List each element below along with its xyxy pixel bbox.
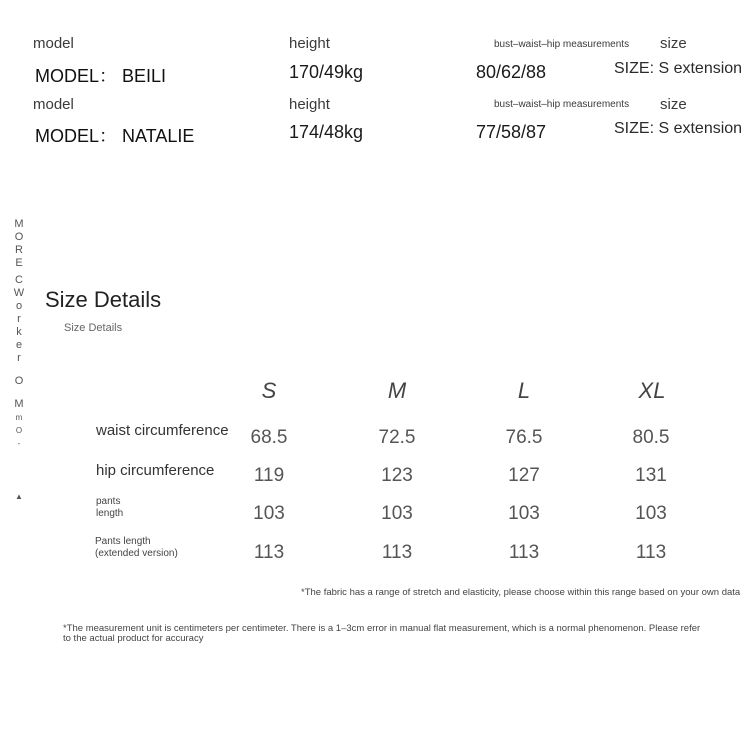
- side-brand-letter: O: [14, 375, 24, 387]
- side-brand-letter: m: [15, 413, 23, 422]
- side-brand-letter: O: [14, 231, 24, 243]
- table-cell: 113: [253, 542, 285, 563]
- row-label-line: (extended version): [95, 548, 178, 559]
- model-size-value: SIZE: S extension: [614, 60, 743, 77]
- side-brand-letter: M: [14, 218, 24, 230]
- table-cell: 76.5: [505, 427, 543, 448]
- model-name: MODEL： NATALIE: [35, 126, 195, 146]
- side-brand-letter: r: [17, 352, 21, 364]
- table-cell: 103: [508, 503, 540, 524]
- size-details-subtitle: Size Details: [64, 322, 123, 334]
- table-cell: 103: [381, 503, 413, 524]
- model-measurements-value: 80/62/88: [476, 62, 547, 82]
- table-cell: 80.5: [632, 427, 670, 448]
- side-brand-letter: R: [15, 244, 23, 256]
- row-label-pants-length-extended: [95, 536, 178, 560]
- side-brand-vertical: [12, 218, 26, 503]
- table-cell: 127: [508, 465, 540, 486]
- table-cell: 103: [635, 503, 667, 524]
- table-cell: 131: [635, 465, 667, 486]
- measurement-note: *The measurement unit is centimeters per centimeter. There is a 1–3cm error in manual flat measurement, which is a normal phenomenon. Please refer to the actual product for accuracy: [63, 623, 701, 644]
- size-header-s: S: [261, 378, 277, 403]
- height-label: height: [289, 96, 330, 113]
- model-measurements-value: 77/58/87: [476, 122, 547, 142]
- model-label: model: [33, 35, 74, 52]
- model-height-value: 174/48kg: [289, 122, 364, 142]
- table-cell: 119: [253, 465, 285, 486]
- side-brand-letter: e: [15, 339, 23, 351]
- size-header-m: M: [387, 378, 407, 403]
- side-brand-letter: M: [14, 398, 24, 410]
- height-label: height: [289, 35, 330, 52]
- side-brand-letter: C: [15, 274, 23, 286]
- model-size-value: SIZE: S extension: [614, 120, 743, 137]
- row-label-waist: waist circumference: [96, 422, 229, 439]
- side-brand-letter: W: [13, 287, 25, 299]
- size-details-title: Size Details: [45, 287, 162, 312]
- side-brand-mark-icon: ▲: [15, 492, 23, 501]
- model-label: model: [33, 96, 74, 113]
- side-brand-letter: E: [15, 257, 23, 269]
- table-cell: 113: [381, 542, 413, 563]
- side-brand-letter: k: [16, 326, 22, 338]
- measurements-label: bust–waist–hip measurements: [494, 39, 630, 50]
- row-label-pants-length: [96, 496, 123, 520]
- table-cell: 72.5: [378, 427, 416, 448]
- row-label-line: Pants length: [95, 536, 151, 547]
- size-header-xl: XL: [638, 378, 666, 403]
- table-cell: 123: [381, 465, 413, 486]
- row-label-hip: hip circumference: [96, 462, 215, 479]
- size-label: size: [660, 35, 687, 52]
- model-height-value: 170/49kg: [289, 62, 364, 82]
- table-cell: 113: [635, 542, 667, 563]
- row-label-line: length: [96, 508, 124, 519]
- table-cell: 113: [508, 542, 540, 563]
- row-label-line: pants: [96, 496, 121, 507]
- table-cell: 103: [253, 503, 285, 524]
- model-name: MODEL： BEILI: [35, 66, 167, 86]
- side-brand-letter: -: [17, 439, 21, 448]
- side-brand-letter: O: [15, 426, 23, 435]
- size-header-l: L: [517, 378, 531, 403]
- fabric-note: *The fabric has a range of stretch and elasticity, please choose within this range based on your own data: [301, 587, 741, 598]
- measurements-label: bust–waist–hip measurements: [494, 99, 630, 110]
- side-brand-letter: o: [15, 300, 23, 312]
- table-cell: 68.5: [250, 427, 288, 448]
- size-label: size: [660, 96, 687, 113]
- side-brand-letter: r: [17, 313, 21, 325]
